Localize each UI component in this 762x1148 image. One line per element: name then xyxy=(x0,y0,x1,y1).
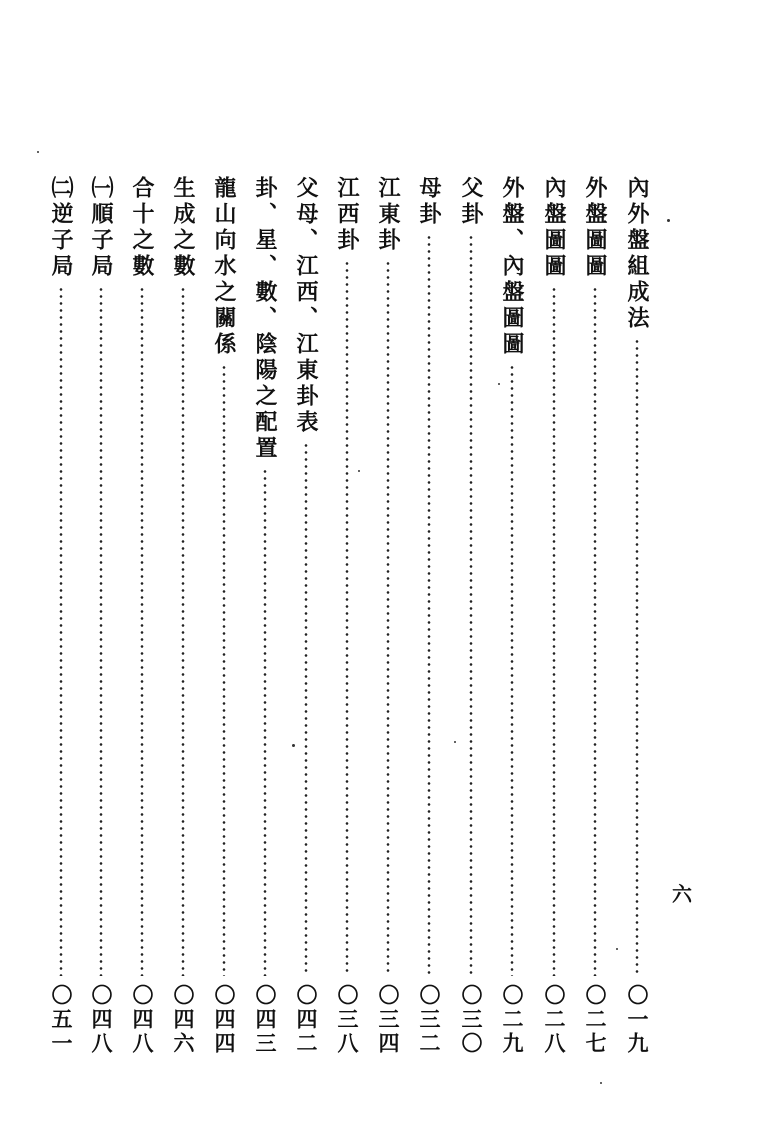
dot-leader xyxy=(510,364,514,976)
toc-entry-page: 〇四八 xyxy=(89,984,114,1056)
toc-entry-title: ㈡逆子局 xyxy=(48,176,74,280)
toc-entry-page: 〇一九 xyxy=(625,984,650,1056)
dot-leader xyxy=(386,260,390,976)
toc-entry xyxy=(373,176,403,1066)
scan-speck xyxy=(667,219,670,222)
toc-entry-page: 〇三四 xyxy=(376,984,401,1056)
toc-entry xyxy=(168,176,198,1066)
toc-entry xyxy=(497,176,527,1066)
dot-leader xyxy=(304,442,308,976)
toc-entry xyxy=(46,176,76,1066)
toc-entry-title: ㈠順子局 xyxy=(88,176,114,280)
toc-entry xyxy=(209,176,239,1066)
toc-entry-title: 生成之數 xyxy=(170,176,196,280)
scan-speck xyxy=(600,1082,602,1084)
page-number: 六 xyxy=(672,882,692,906)
toc-entry-title: 龍山向水之關係 xyxy=(211,176,237,358)
dot-leader xyxy=(552,286,556,976)
dot-leader xyxy=(427,234,431,976)
toc-entry-page: 〇四六 xyxy=(171,984,196,1056)
toc-entry-title: 內盤圖圖 xyxy=(541,176,567,280)
toc-entry xyxy=(86,176,116,1066)
toc-entry-page: 〇二八 xyxy=(542,984,567,1056)
toc-entry-page: 〇四三 xyxy=(253,984,278,1056)
scan-speck xyxy=(37,151,39,153)
toc-entry xyxy=(580,176,610,1066)
toc-entry-title: 外盤圖圖 xyxy=(582,176,608,280)
dot-leader xyxy=(222,364,226,976)
toc-entry-page: 〇二九 xyxy=(500,984,525,1056)
dot-leader xyxy=(59,286,63,976)
dot-leader xyxy=(140,286,144,976)
toc-entry-title: 外盤、內盤圖圖 xyxy=(499,176,525,358)
toc-entry-title: 父母、江西、江東卦表 xyxy=(293,176,319,436)
toc-entry-title: 內外盤組成法 xyxy=(624,176,650,332)
scan-speck xyxy=(358,470,360,472)
toc-entry xyxy=(291,176,321,1066)
toc-entry-page: 〇三〇 xyxy=(459,984,484,1056)
toc-entry xyxy=(414,176,444,1066)
scan-speck xyxy=(498,383,500,385)
dot-leader xyxy=(99,286,103,976)
dot-leader xyxy=(469,234,473,976)
toc-entry xyxy=(250,176,280,1066)
toc-entry-title: 父卦 xyxy=(458,176,484,228)
dot-leader xyxy=(263,468,267,976)
toc-entry-page: 〇四八 xyxy=(130,984,155,1056)
toc-entry-title: 江東卦 xyxy=(375,176,401,254)
scan-speck xyxy=(616,948,618,950)
toc-entry xyxy=(332,176,362,1066)
toc-entry-page: 〇三八 xyxy=(335,984,360,1056)
toc-entry xyxy=(456,176,486,1066)
toc-entry xyxy=(539,176,569,1066)
dot-leader xyxy=(345,260,349,976)
scan-speck xyxy=(292,744,295,747)
toc-entry-page: 〇二七 xyxy=(583,984,608,1056)
toc-entry-page: 〇四二 xyxy=(294,984,319,1056)
dot-leader xyxy=(635,338,639,976)
dot-leader xyxy=(593,286,597,976)
toc-entry-title: 卦、星、數、陰陽之配置 xyxy=(252,176,278,462)
toc-entry xyxy=(622,176,652,1066)
toc-entry xyxy=(127,176,157,1066)
toc-entry-title: 母卦 xyxy=(416,176,442,228)
scan-speck xyxy=(454,741,456,743)
toc-entry-title: 合十之數 xyxy=(129,176,155,280)
toc-entry-page: 〇三二 xyxy=(417,984,442,1056)
toc-entry-page: 〇五一 xyxy=(49,984,74,1056)
toc-entry-title: 江西卦 xyxy=(334,176,360,254)
toc-entry-page: 〇四四 xyxy=(212,984,237,1056)
dot-leader xyxy=(181,286,185,976)
